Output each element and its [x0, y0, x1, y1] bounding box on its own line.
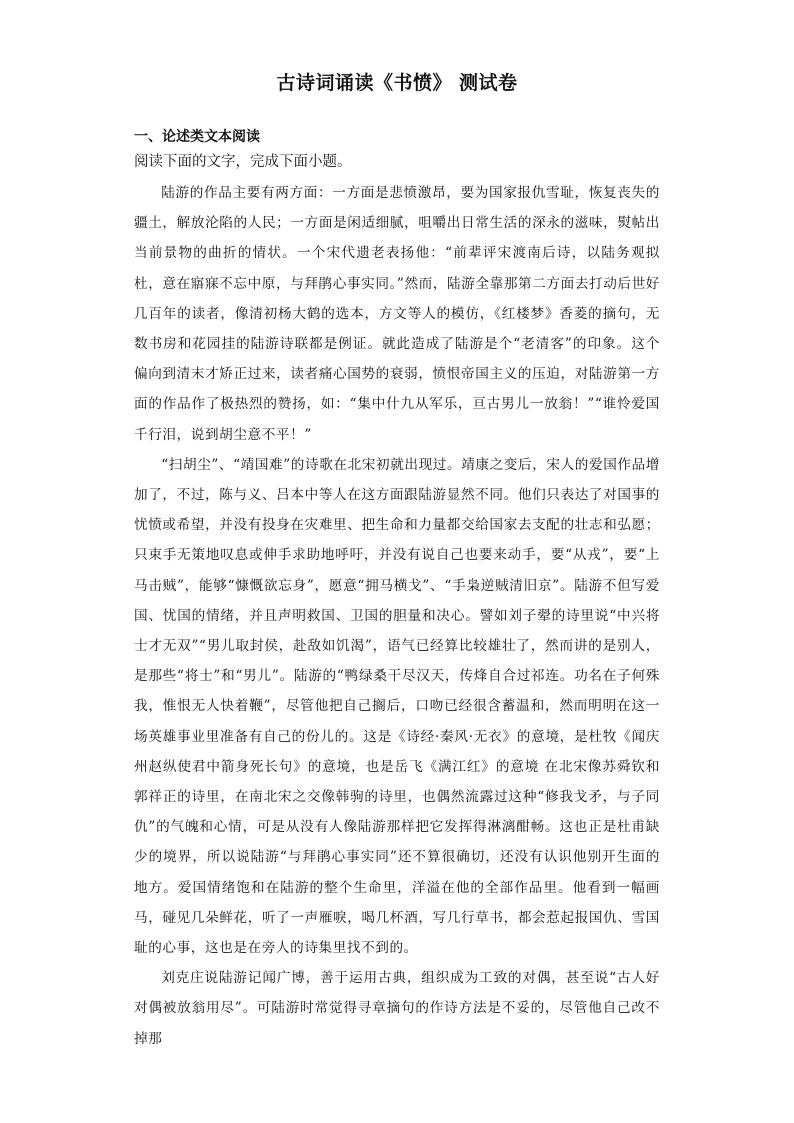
passage-paragraph: 陆游的作品主要有两方面：一方面是悲愤激昂，要为国家报仇雪耻，恢复丧失的疆土，解放沦陷的人民；一方面是闲适细腻，咀嚼出日常生活的深永的滋味，熨帖出当前景物的曲折的情状。一个宋代遗老表扬他：“前辈评宋渡南后诗，以陆务观拟杜，意在寤寐不忘中原，与拜鹃心事实同。”然而，陆游全靠那第二方面去打动后世好几百年的读者，像清初杨大鹤的选本，方文等人的模仿，《红楼梦》香菱的摘句，无数书房和花园挂的陆游诗联都是例证。就此造成了陆游是个“老清客”的印象。这个偏向到清末才矫正过来，读者痛心国势的衰弱，愤恨帝国主义的压迫，对陆游第一方面的作品作了极热烈的赞扬，如：“集中什九从军乐，亘古男儿一放翁！”“谁怜爱国千行泪，说到胡尘意不平！” [134, 185, 660, 443]
passage-body [134, 178, 660, 1054]
document-title: 古诗词诵读《书愤》 测试卷 [276, 72, 518, 94]
section-heading: 一、论述类文本阅读 [134, 129, 260, 145]
passage-paragraph: “扫胡尘”、“靖国难”的诗歌在北宋初就出现过。靖康之变后，宋人的爱国作品增加了，不过，陈与义、吕本中等人在这方面跟陆游显然不同。他们只表达了对国事的忧愤或希望，并没有投身在灾难里、把生命和力量都交给国家去支配的壮志和弘愿；只束手无策地叹息或伸手求助地呼吁，并没有说自己也要来动手，要“从戎”，要“上马击贼”，能够“慷慨欲忘身”，愿意“拥马横戈”、“手枭逆贼清旧京”。陆游不但写爱国、忧国的情绪，并且声明救国、卫国的胆量和决心。譬如刘子翚的诗里说“中兴将士才无双”“男儿取封侯，赴敌如饥渴”，语气已经算比较雄壮了，然而讲的是别人，是那些“将士”和“男儿”。陆游的“鸭绿桑干尽汉天，传烽自合过祁连。功名在子何殊我，惟恨无人快着鞭”，尽管他把自己搁后，口吻已经很含蓄温和，然而明明在这一场英雄事业里准备有自己的份儿的。这是《诗经·秦风·无衣》的意境，是杜牧《闻庆州赵纵使君中箭身死长句》的意境，也是岳飞《满江红》的意境 在北宋像苏舜钦和郭祥正的诗里，在南北宋之交像韩驹的诗里，也偶然流露过这种“修我戈矛，与子同仇”的气魄和心情，可是从没有人像陆游那样把它发挥得淋漓酣畅。这也正是杜甫缺少的境界，所以说陆游“与拜鹃心事实同”还不算很确切，还没有认识他别开生面的地方。爱国情绪饱和在陆游的整个生命里，洋溢在他的全部作品里。他看到一幅画马，碰见几朵鲜花，听了一声雁唳，喝几杯酒，写几行草书，都会惹起报国仇、雪国耻的心事，这也是在旁人的诗集里找不到的。 [134, 456, 660, 957]
passage-paragraph: 刘克庄说陆游记闻广博，善于运用古典，组织成为工致的对偶，甚至说“古人好对偶被放翁用尽”。可陆游时常觉得寻章摘句的作诗方法是不妥的，尽管他自己改不掉那 [134, 970, 660, 1047]
reading-instruction: 阅读下面的文字，完成下面小题。 [134, 154, 352, 170]
